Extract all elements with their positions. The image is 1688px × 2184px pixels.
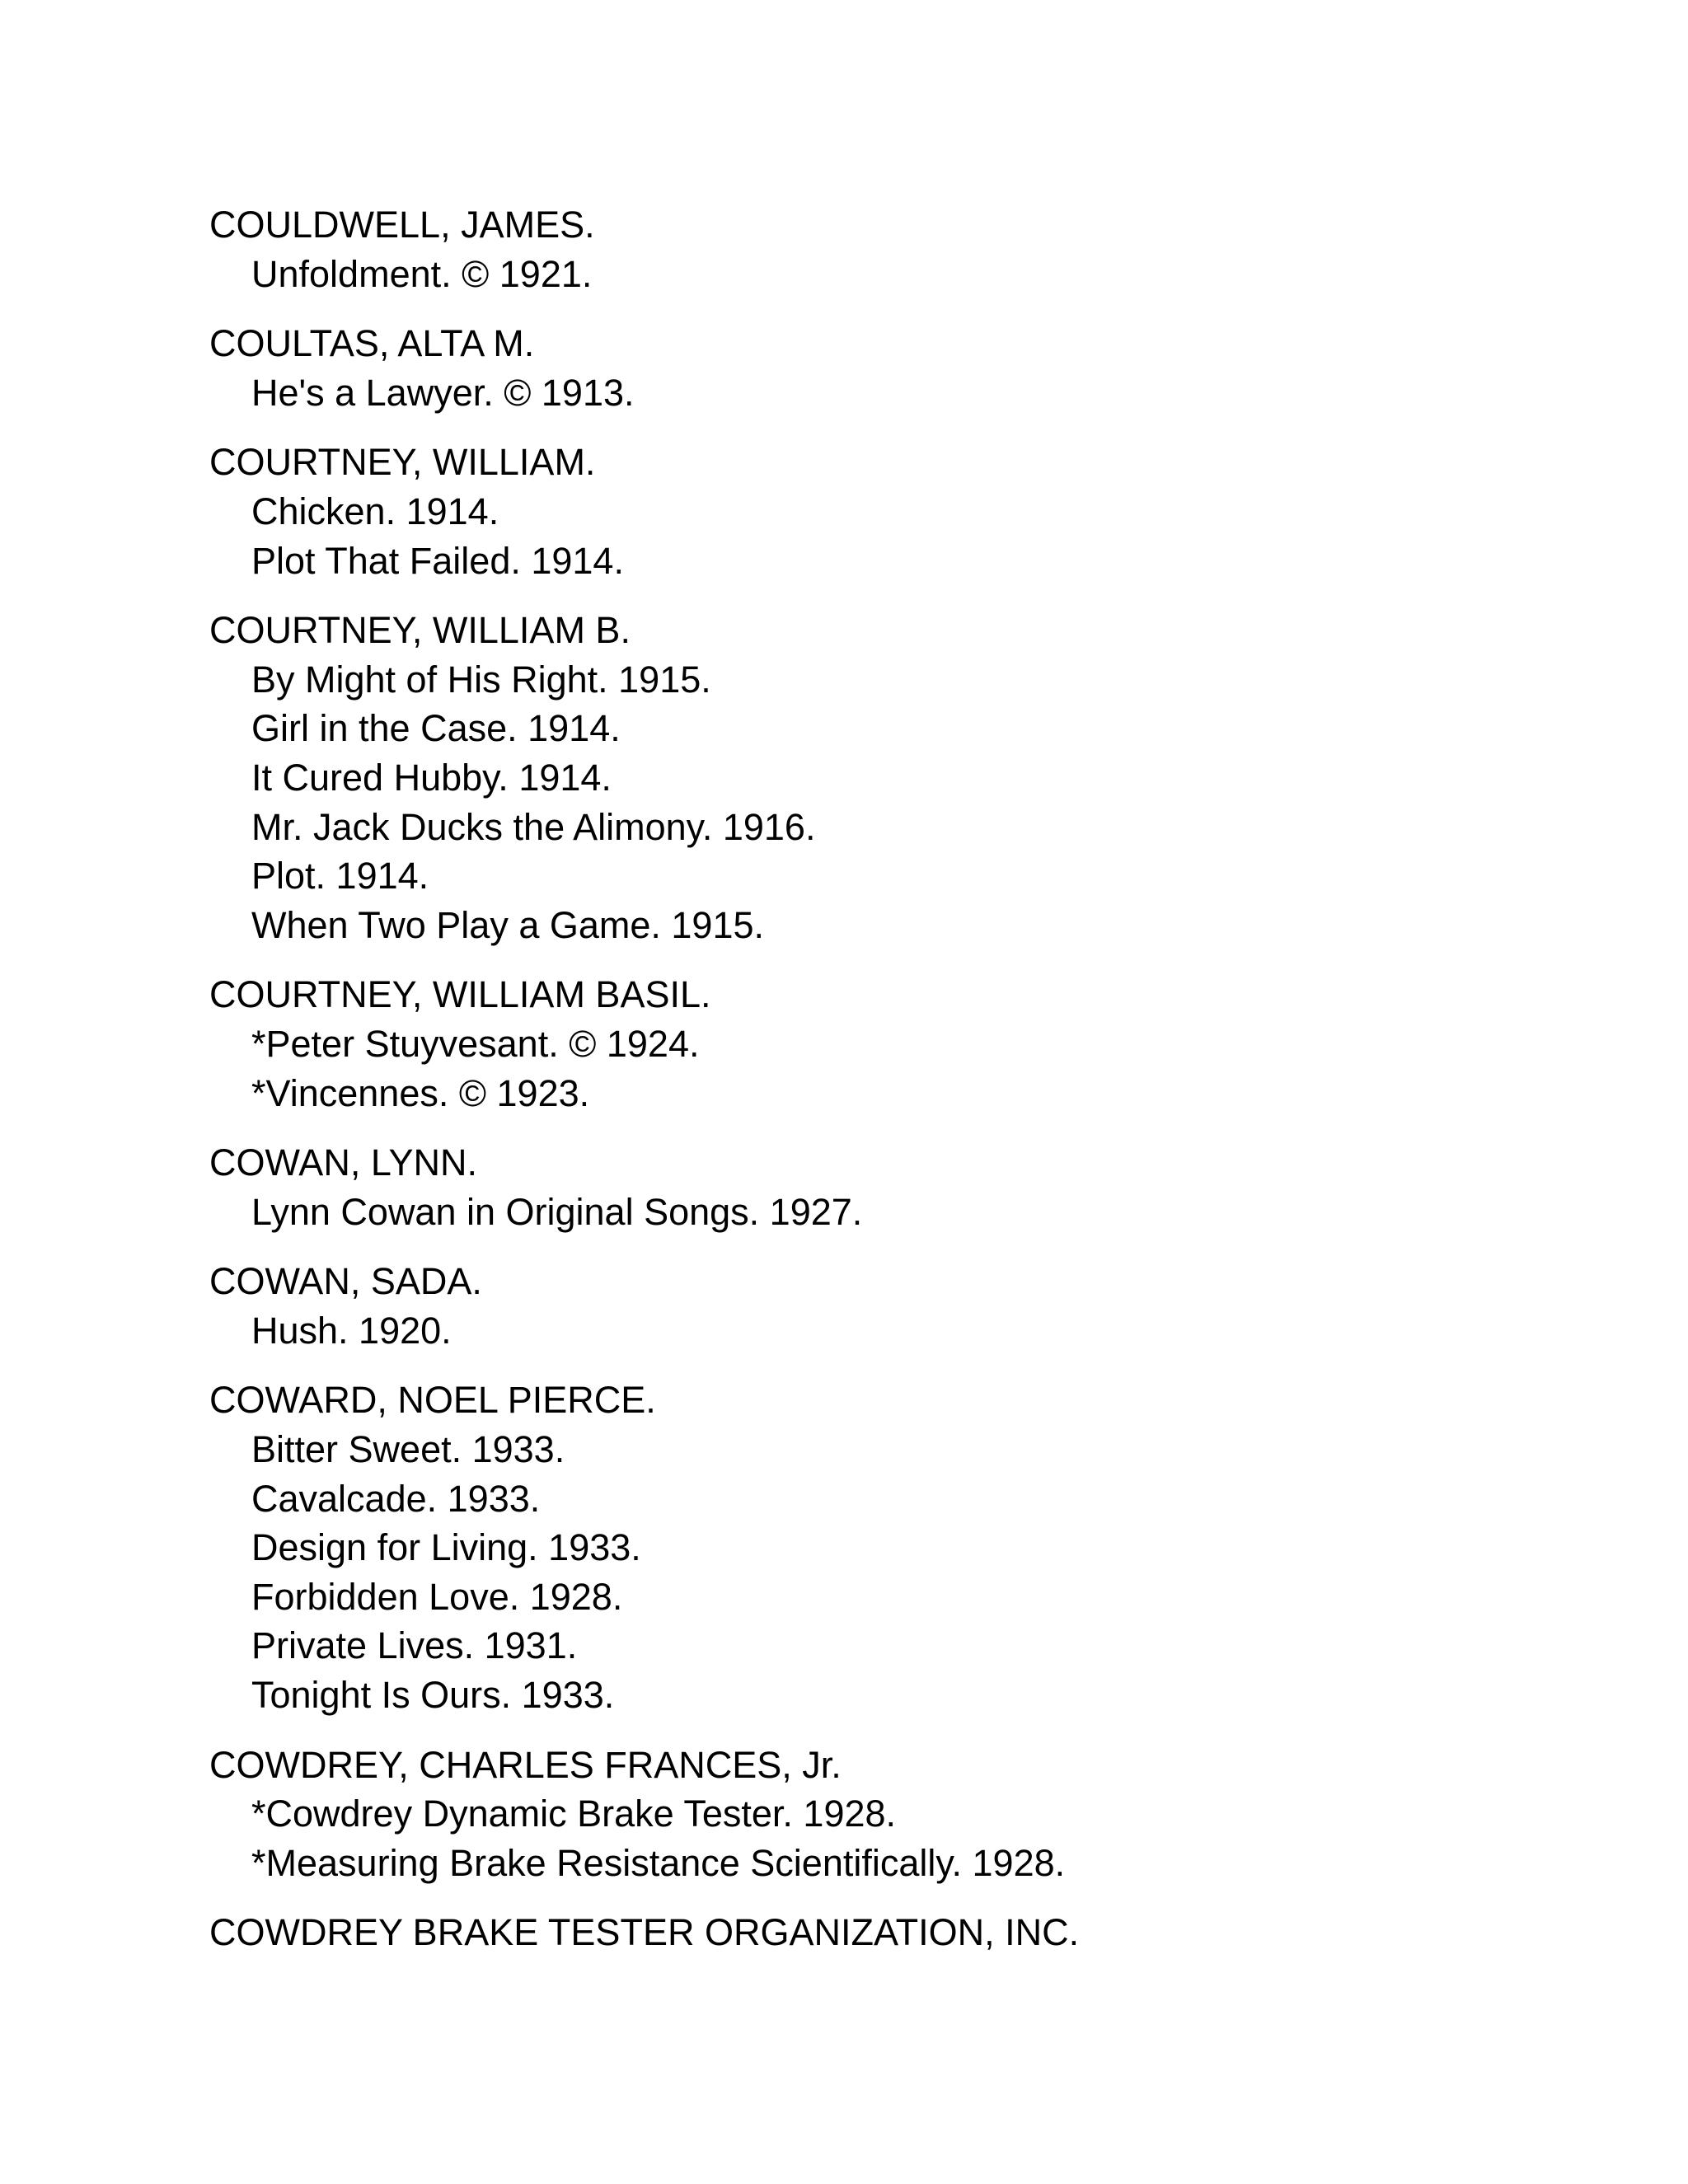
catalog-entry	[209, 200, 1079, 298]
catalog-entry	[209, 970, 1079, 1118]
author-heading: COURTNEY, WILLIAM B.	[209, 609, 631, 652]
work-title: Bitter Sweet. 1933.	[251, 1428, 565, 1471]
catalog-entries	[209, 200, 1079, 1978]
author-heading: COURTNEY, WILLIAM.	[209, 441, 596, 484]
work-title: It Cured Hubby. 1914.	[251, 756, 612, 799]
work-title: *Measuring Brake Resistance Scientifically. 1928.	[251, 1841, 1066, 1884]
catalog-entry	[209, 319, 1079, 417]
work-title: Lynn Cowan in Original Songs. 1927.	[251, 1190, 863, 1233]
author-heading: COURTNEY, WILLIAM BASIL.	[209, 973, 711, 1016]
work-title: When Two Play a Game. 1915.	[251, 903, 765, 946]
work-title: *Cowdrey Dynamic Brake Tester. 1928.	[251, 1793, 897, 1835]
author-heading: COULDWELL, JAMES.	[209, 204, 595, 246]
work-title: *Vincennes. © 1923.	[251, 1071, 590, 1114]
catalog-entry	[209, 438, 1079, 585]
work-title: Cavalcade. 1933.	[251, 1477, 541, 1520]
work-title: *Peter Stuyvesant. © 1924.	[251, 1022, 700, 1065]
work-title: Unfoldment. © 1921.	[251, 252, 593, 295]
work-title: Mr. Jack Ducks the Alimony. 1916.	[251, 805, 816, 848]
catalog-entry	[209, 1741, 1079, 1888]
work-title: By Might of His Right. 1915.	[251, 658, 711, 701]
work-title: Girl in the Case. 1914.	[251, 707, 621, 750]
catalog-entry	[209, 1257, 1079, 1355]
author-heading: COWAN, SADA.	[209, 1260, 482, 1303]
author-heading: COWDREY, CHARLES FRANCES, Jr.	[209, 1743, 842, 1786]
author-heading: COWAN, LYNN.	[209, 1141, 478, 1184]
author-heading: COULTAS, ALTA M.	[209, 322, 535, 365]
work-title: Tonight Is Ours. 1933.	[251, 1674, 615, 1717]
work-title: Chicken. 1914.	[251, 490, 499, 532]
catalog-entry	[209, 1908, 1079, 1957]
work-title: Design for Living. 1933.	[251, 1526, 641, 1569]
author-heading: COWARD, NOEL PIERCE.	[209, 1379, 656, 1422]
author-heading: COWDREY BRAKE TESTER ORGANIZATION, INC.	[209, 1911, 1080, 1954]
work-title: Forbidden Love. 1928.	[251, 1575, 623, 1618]
catalog-entry	[209, 1376, 1079, 1719]
work-title: He's a Lawyer. © 1913.	[251, 371, 635, 414]
work-title: Plot. 1914.	[251, 855, 429, 898]
catalog-entry	[209, 1138, 1079, 1236]
catalog-entry	[209, 606, 1079, 949]
work-title: Plot That Failed. 1914.	[251, 539, 624, 582]
work-title: Hush. 1920.	[251, 1309, 452, 1352]
work-title: Private Lives. 1931.	[251, 1624, 578, 1667]
